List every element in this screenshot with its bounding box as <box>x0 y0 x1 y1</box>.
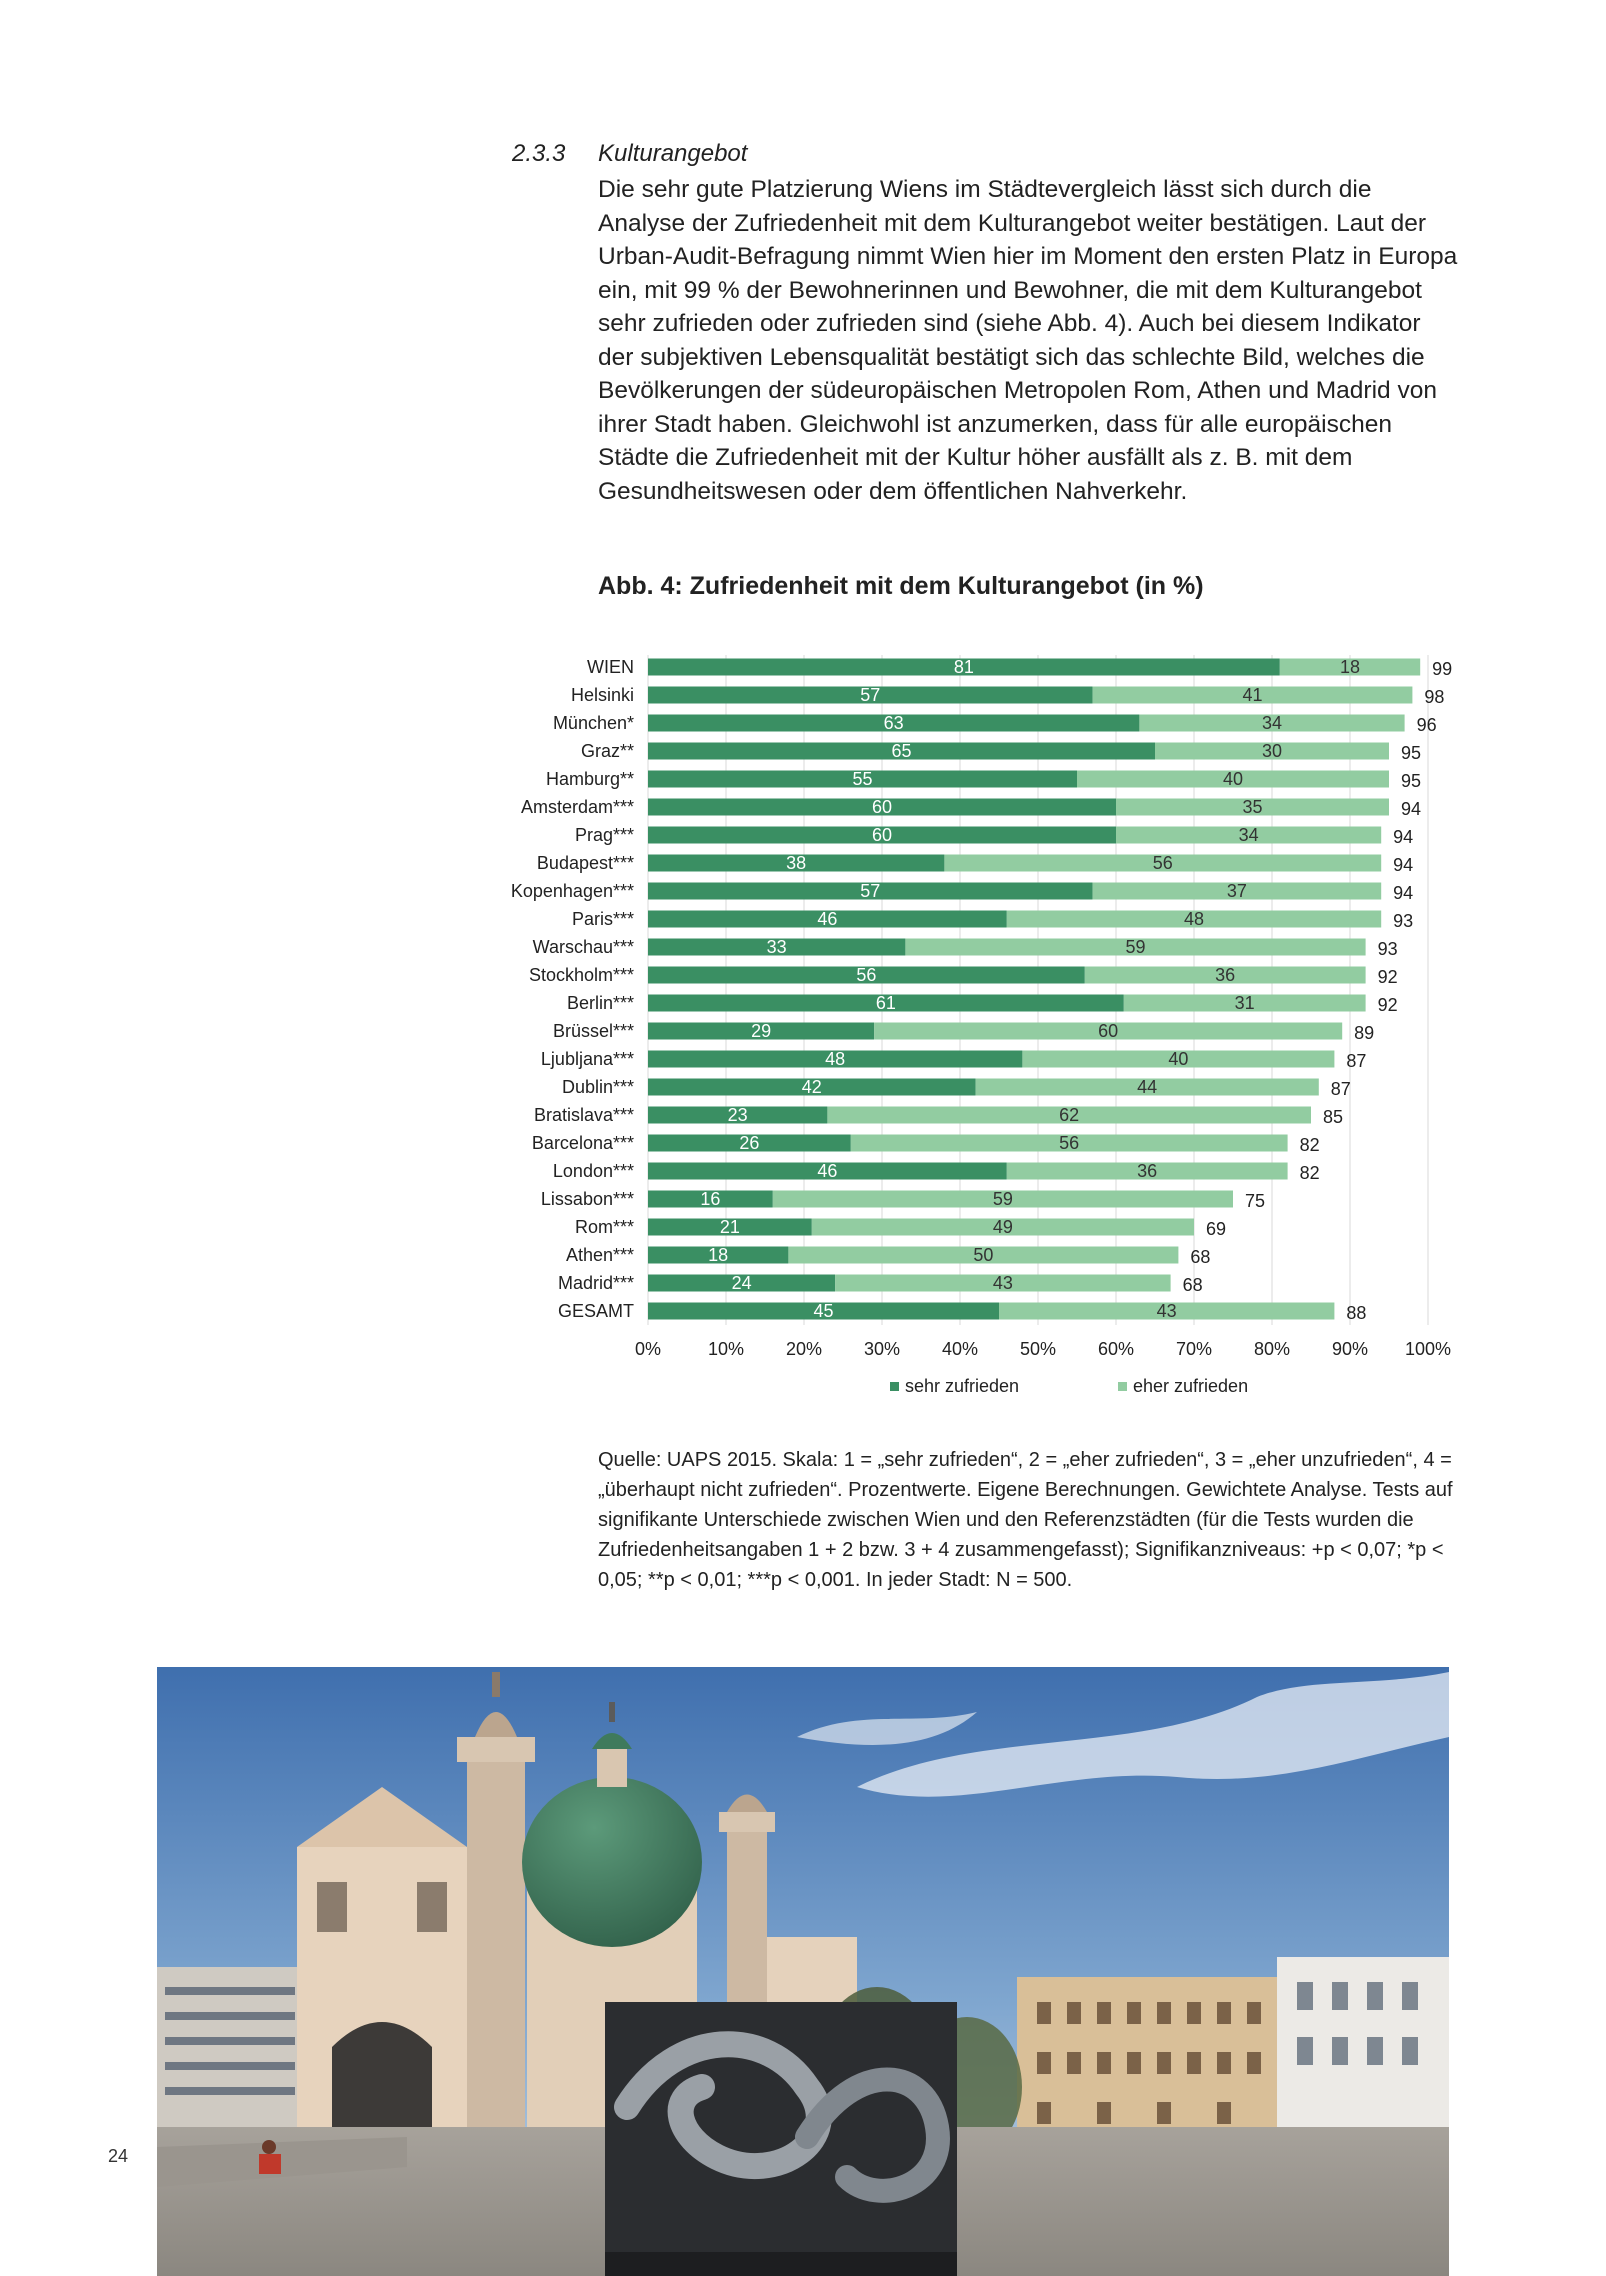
data-label-sehr-zufrieden: 57 <box>860 881 881 901</box>
data-label-eher-zufrieden: 60 <box>1098 1021 1119 1041</box>
category-label: Brüssel*** <box>552 1021 634 1041</box>
x-tick-label: 50% <box>1019 1339 1057 1359</box>
data-label-eher-zufrieden: 18 <box>1339 657 1361 677</box>
x-tick-label: 70% <box>1175 1339 1213 1359</box>
category-label: Lissabon*** <box>540 1189 634 1209</box>
data-label-total: 95 <box>1400 771 1422 791</box>
category-label: Budapest*** <box>536 853 634 873</box>
right-building <box>1017 1977 1277 2147</box>
category-label: Ljubljana*** <box>540 1049 634 1069</box>
category-label: Warschau*** <box>532 937 634 957</box>
data-label-eher-zufrieden: 36 <box>1215 965 1236 985</box>
category-label: Athen*** <box>565 1245 634 1265</box>
data-label-total: 68 <box>1182 1275 1203 1295</box>
data-label-eher-zufrieden: 49 <box>992 1217 1013 1237</box>
data-label-sehr-zufrieden: 29 <box>751 1021 772 1041</box>
data-label-eher-zufrieden: 50 <box>973 1245 994 1265</box>
sculpture-installation <box>605 2002 957 2276</box>
data-label-eher-zufrieden: 30 <box>1261 741 1283 761</box>
x-tick-label: 60% <box>1097 1339 1135 1359</box>
data-label-total: 92 <box>1377 967 1398 987</box>
data-label-total: 82 <box>1299 1163 1320 1183</box>
data-label-eher-zufrieden: 56 <box>1059 1133 1080 1153</box>
data-label-sehr-zufrieden: 65 <box>891 741 912 761</box>
x-tick-label: 30% <box>863 1339 901 1359</box>
data-label-sehr-zufrieden: 33 <box>766 937 787 957</box>
data-label-sehr-zufrieden: 18 <box>708 1245 729 1265</box>
category-label: Stockholm*** <box>528 965 634 985</box>
source-paragraph: Quelle: UAPS 2015. Skala: 1 = „sehr zufrieden“, 2 = „eher zufrieden“, 3 = „eher unzufrieden“, 4 = „überhaupt nicht zufrieden“. Prozentwerte. Eigene Berechnungen. Gewichtete Analyse. Tests auf signifikante Unterschiede zwischen Wien und den Referenzstädten (für die Tests wurden die Zufriedenheitsangaben 1 + 2 bzw. 3 + 4 zusammengefasst); Signifikanzniveaus: +p < 0,07; *p < 0,05; **p < 0,01; ***p < 0,001. In jeder Stadt: N = 500. <box>598 1449 1453 1591</box>
legend-label-eher-zufrieden: eher zufrieden <box>1133 1376 1249 1396</box>
category-label: Rom*** <box>574 1217 634 1237</box>
data-label-sehr-zufrieden: 46 <box>817 909 838 929</box>
section-number: 2.3.3 <box>512 140 566 167</box>
karlskirche-photo <box>157 1667 1449 2276</box>
left-column <box>467 1757 525 2147</box>
x-tick-label: 10% <box>707 1339 745 1359</box>
data-label-eher-zufrieden: 41 <box>1242 685 1263 705</box>
data-label-sehr-zufrieden: 63 <box>883 713 904 733</box>
data-label-sehr-zufrieden: 45 <box>813 1301 834 1321</box>
data-label-total: 95 <box>1400 743 1422 763</box>
category-label: Kopenhagen*** <box>510 881 634 901</box>
data-label-eher-zufrieden: 62 <box>1059 1105 1080 1125</box>
data-label-eher-zufrieden: 35 <box>1242 797 1263 817</box>
legend-item-sehr-zufrieden <box>890 1376 1019 1397</box>
x-tick-label: 100% <box>1404 1339 1452 1359</box>
data-label-total: 94 <box>1400 799 1422 819</box>
data-label-sehr-zufrieden: 42 <box>801 1077 822 1097</box>
data-label-total: 93 <box>1377 939 1398 959</box>
category-label: Bratislava*** <box>533 1105 634 1125</box>
legend-item-eher-zufrieden <box>1118 1376 1248 1397</box>
data-label-sehr-zufrieden: 60 <box>871 825 893 845</box>
data-label-total: 68 <box>1190 1247 1211 1267</box>
x-tick-label: 90% <box>1331 1339 1369 1359</box>
data-label-total: 94 <box>1393 827 1414 847</box>
data-label-sehr-zufrieden: 21 <box>719 1217 740 1237</box>
category-label: GESAMT <box>557 1301 634 1321</box>
data-label-eher-zufrieden: 56 <box>1152 853 1173 873</box>
data-label-total: 92 <box>1377 995 1398 1015</box>
data-label-total: 99 <box>1432 659 1453 679</box>
data-label-total: 88 <box>1346 1303 1367 1323</box>
category-label: Prag*** <box>574 825 634 845</box>
data-label-sehr-zufrieden: 56 <box>856 965 877 985</box>
data-label-total: 89 <box>1354 1023 1375 1043</box>
category-label: Graz** <box>580 741 634 761</box>
data-label-sehr-zufrieden: 57 <box>860 685 881 705</box>
data-label-eher-zufrieden: 43 <box>992 1273 1013 1293</box>
green-dome <box>522 1777 702 1947</box>
category-label: Paris*** <box>571 909 634 929</box>
category-label: Amsterdam*** <box>520 797 634 817</box>
data-label-eher-zufrieden: 37 <box>1226 881 1247 901</box>
x-tick-label: 80% <box>1253 1339 1291 1359</box>
data-label-total: 94 <box>1393 883 1414 903</box>
data-label-eher-zufrieden: 43 <box>1156 1301 1177 1321</box>
category-label: Hamburg** <box>545 769 634 789</box>
category-label: München* <box>552 713 634 733</box>
category-label: London*** <box>552 1161 634 1181</box>
data-label-sehr-zufrieden: 60 <box>871 797 893 817</box>
data-label-sehr-zufrieden: 38 <box>786 853 807 873</box>
data-label-eher-zufrieden: 59 <box>1125 937 1146 957</box>
data-label-eher-zufrieden: 34 <box>1261 713 1283 733</box>
data-label-sehr-zufrieden: 46 <box>817 1161 838 1181</box>
data-label-eher-zufrieden: 40 <box>1222 769 1244 789</box>
data-label-total: 69 <box>1205 1219 1227 1239</box>
category-label: WIEN <box>587 657 634 677</box>
figure-source-note <box>598 1445 1458 1595</box>
data-label-total: 94 <box>1393 855 1414 875</box>
data-label-total: 82 <box>1299 1135 1320 1155</box>
data-label-sehr-zufrieden: 61 <box>875 993 896 1013</box>
legend-label-sehr-zufrieden: sehr zufrieden <box>905 1376 1020 1396</box>
data-label-eher-zufrieden: 48 <box>1183 909 1205 929</box>
data-label-eher-zufrieden: 34 <box>1238 825 1259 845</box>
data-label-sehr-zufrieden: 55 <box>852 769 873 789</box>
data-label-eher-zufrieden: 36 <box>1137 1161 1158 1181</box>
section-title: Kulturangebot <box>598 140 748 167</box>
category-label: Madrid*** <box>557 1273 634 1293</box>
figure-title: Abb. 4: Zufriedenheit mit dem Kulturangebot (in %) <box>598 572 1204 600</box>
data-label-total: 98 <box>1424 687 1445 707</box>
data-label-sehr-zufrieden: 26 <box>739 1133 760 1153</box>
x-tick-label: 40% <box>941 1339 979 1359</box>
data-label-eher-zufrieden: 59 <box>992 1189 1013 1209</box>
data-label-total: 87 <box>1346 1051 1367 1071</box>
data-label-eher-zufrieden: 44 <box>1137 1077 1158 1097</box>
data-label-eher-zufrieden: 31 <box>1234 993 1255 1013</box>
x-tick-label: 0% <box>634 1339 662 1359</box>
data-label-sehr-zufrieden: 48 <box>825 1049 846 1069</box>
x-tick-label: 20% <box>785 1339 823 1359</box>
data-label-total: 75 <box>1244 1191 1266 1211</box>
category-label: Dublin*** <box>561 1077 634 1097</box>
data-label-eher-zufrieden: 40 <box>1168 1049 1189 1069</box>
data-label-sehr-zufrieden: 16 <box>700 1189 721 1209</box>
category-label: Helsinki <box>570 685 634 705</box>
data-label-sehr-zufrieden: 81 <box>953 657 974 677</box>
data-label-sehr-zufrieden: 23 <box>727 1105 748 1125</box>
legend-swatch-light <box>1118 1382 1127 1391</box>
section-paragraph: Die sehr gute Platzierung Wiens im Städtevergleich lässt sich durch die Analyse der Zufriedenheit mit dem Kulturangebot weiter bestätigen. Laut der Urban-Audit-Befragung nimmt Wien hier im Moment den ersten Platz in Europa ein, mit 99 % der Bewohnerinnen und Bewohner, die mit dem Kulturangebot sehr zufrieden oder zufrieden sind (siehe Abb. 4). Auch bei diesem Indikator der subjektiven Lebensqualität bestätigt sich das schlechte Bild, welches die Bevölkerungen der südeuropäischen Metropolen Rom, Athen und Madrid von ihrer Stadt haben. Gleichwohl ist anzumerken, dass für alle europäischen Städte die Zufriedenheit mit der Kultur höher ausfällt als z. B. mit dem Gesundheitswesen oder dem öffentlichen Nahverkehr. <box>598 176 1458 505</box>
data-label-sehr-zufrieden: 24 <box>731 1273 752 1293</box>
legend-swatch-dark <box>890 1382 899 1391</box>
data-label-total: 93 <box>1393 911 1414 931</box>
category-label: Barcelona*** <box>531 1133 634 1153</box>
data-label-total: 96 <box>1416 715 1437 735</box>
data-label-total: 85 <box>1322 1107 1344 1127</box>
page-number: 24 <box>108 2146 129 2166</box>
data-label-total: 87 <box>1330 1079 1351 1099</box>
category-label: Berlin*** <box>566 993 634 1013</box>
